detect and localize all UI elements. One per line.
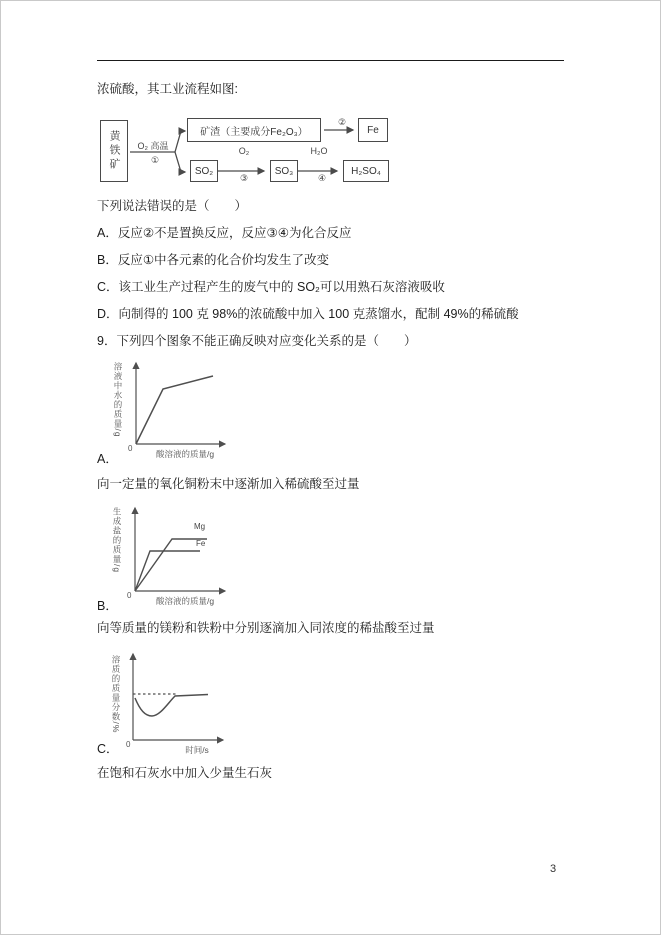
question8-stem: 下列说法错误的是（ ） [97,199,248,213]
flowchart-step4-number: ④ [317,173,327,183]
flowchart-box-so2: SO₂ [190,160,218,182]
flowchart-step3-condition: O₂ [238,146,250,156]
page-number: 3 [550,863,557,875]
graph-c-ylabel: 溶质的质量分数/% [111,655,121,734]
question8-option-c: C．该工业生产过程产生的废气中的 SO₂可以用熟石灰溶液吸收 [97,280,445,294]
question8-option-a: A．反应②不是置换反应，反应③④为化合反应 [97,226,352,240]
graph-b-option-label: B． [97,599,118,613]
graph-c-caption: 在饱和石灰水中加入少量生石灰 [97,766,273,780]
graph-a-xlabel: 酸溶液的质量/g [155,449,215,459]
graph-c-xlabel: 时间/s [185,745,209,755]
header-divider [97,60,564,61]
graph-b-caption: 向等质量的镁粉和铁粉中分别逐滴加入同浓度的稀盐酸至过量 [97,621,435,635]
graph-b-origin: 0 [127,591,132,600]
flowchart-step2-number: ② [337,117,347,127]
graph-a-caption: 向一定量的氧化铜粉末中逐渐加入稀硫酸至过量 [97,477,360,491]
question8-option-b: B．反应①中各元素的化合价均发生了改变 [97,253,330,267]
intro-line: 浓硫酸，其工业流程如图: [97,82,238,96]
flowchart-box-fe: Fe [358,118,388,142]
graph-a-origin: 0 [128,444,133,453]
question8-option-d: D．向制得的 100 克 98%的浓硫酸中加入 100 克蒸馏水，配制 49%的稀硫酸 [97,307,519,321]
flowchart-box-h2so4: H₂SO₄ [343,160,389,182]
flowchart-box-so3: SO₃ [270,160,298,182]
graph-a-option-label: A． [97,452,118,466]
graph-b-series-mg-label: Mg [194,522,206,531]
flowchart-box-pyrite: 黄铁矿 [100,120,128,182]
graph-c-origin: 0 [126,740,131,749]
flowchart-step1-number: ① [150,155,160,165]
flowchart-step1-condition: O₂ 高温 [137,141,169,151]
flowchart-step4-condition: H₂O [310,146,328,156]
question9-stem: 9．下列四个图象不能正确反映对应变化关系的是（ ） [97,334,417,348]
graph-c-option-label: C． [97,742,119,756]
graph-b-xlabel: 酸溶液的质量/g [155,596,215,606]
graph-b-ylabel: 生成盐的质量/g [112,507,122,574]
flowchart-box-slag: 矿渣（主要成分Fe₂O₃） [187,118,321,142]
graph-a-ylabel: 溶液中水的质量/g [113,362,123,438]
flowchart-step3-number: ③ [239,173,249,183]
graph-c-plot [122,648,237,745]
graph-a-plot [125,356,240,451]
graph-b-plot [124,502,239,597]
graph-b-series-fe-label: Fe [196,539,206,548]
